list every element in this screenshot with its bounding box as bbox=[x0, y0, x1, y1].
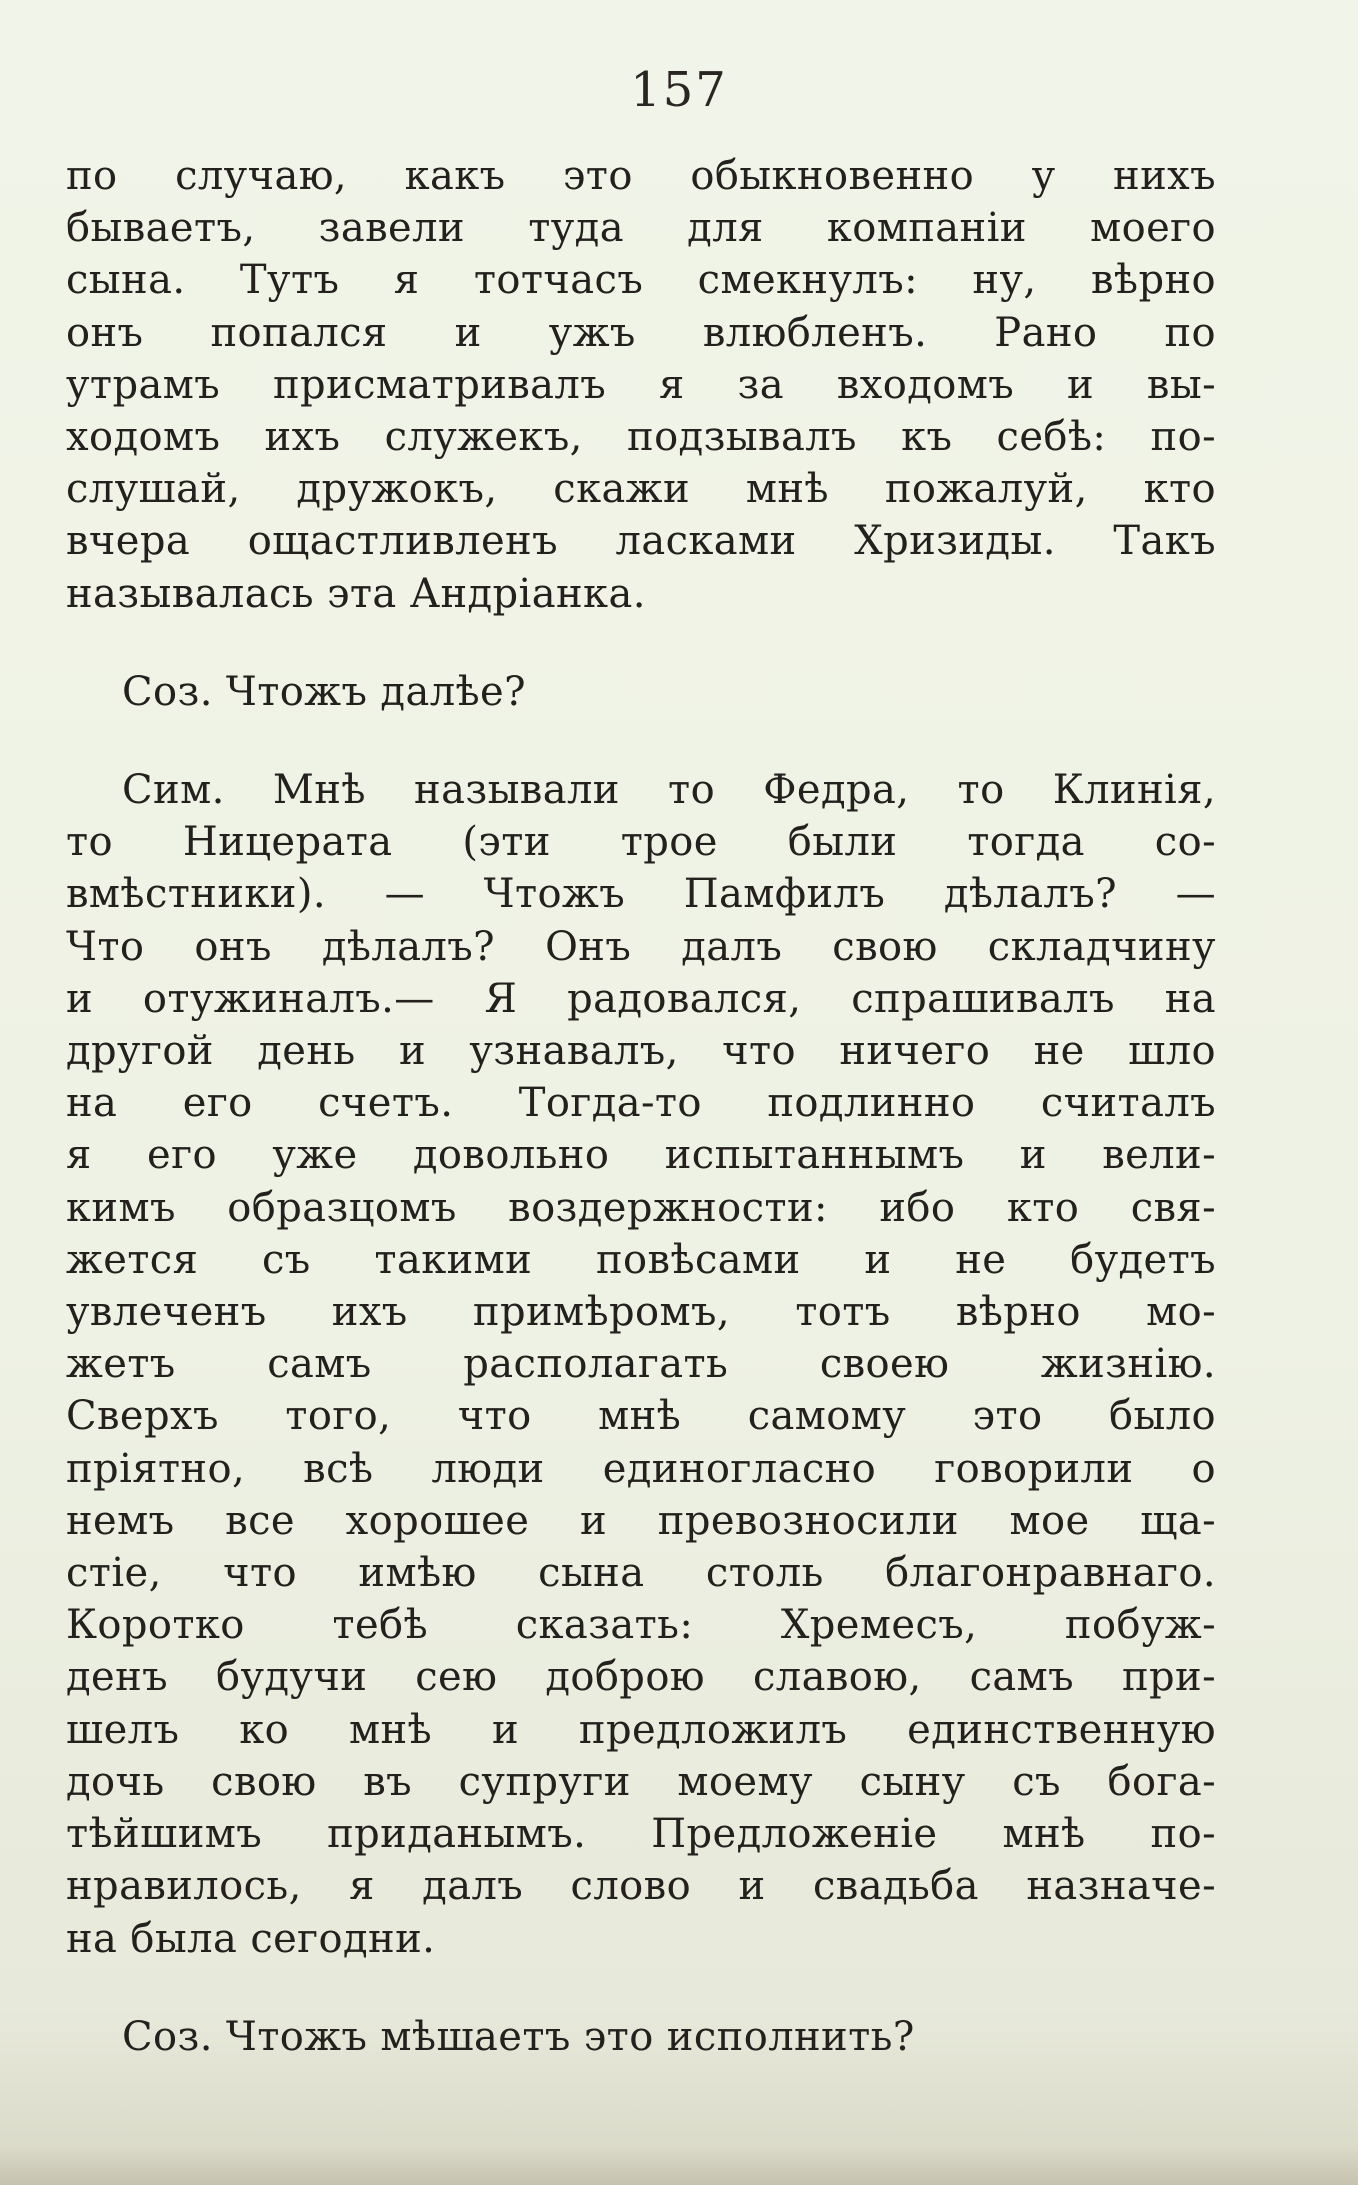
text-line: нравилось, я далъ слово и свадьба назначе- bbox=[66, 1863, 1216, 1910]
text-line: Сверхъ того, что мнѣ самому это было bbox=[66, 1393, 1216, 1440]
text-line: Что онъ дѣлалъ? Онъ далъ свою складчину bbox=[66, 923, 1216, 970]
text-line: немъ все хорошее и превозносили мое ща- bbox=[66, 1497, 1216, 1544]
text-line: другой день и узнавалъ, что ничего не шло bbox=[66, 1028, 1216, 1075]
paragraph-gap bbox=[66, 718, 1216, 764]
paragraph-gap bbox=[66, 1965, 1216, 2011]
page-bottom-edge bbox=[0, 2145, 1358, 2185]
text-line: Соз. Чтожъ мѣшаетъ это исполнить? bbox=[122, 2013, 915, 2060]
paragraph-dialogue-sosia bbox=[66, 666, 1216, 718]
text-line: утрамъ присматривалъ я за входомъ и вы- bbox=[66, 361, 1216, 408]
text-line: я его уже довольно испытаннымъ и вели- bbox=[66, 1132, 1216, 1179]
text-line: денъ будучи сею доброю славою, самъ при- bbox=[66, 1654, 1216, 1701]
paragraph-narration bbox=[66, 150, 1216, 620]
text-line: Соз. Чтожъ далѣе? bbox=[122, 668, 526, 715]
page-body bbox=[66, 150, 1216, 2063]
text-line: дочь свою въ супруги моему сыну съ бога- bbox=[66, 1758, 1216, 1805]
text-line: вмѣстники). — Чтожъ Памфилъ дѣлалъ? — bbox=[66, 871, 1216, 918]
text-line: Сим. Мнѣ называли то Федра, то Клинія, bbox=[122, 767, 1216, 814]
text-line: на его счетъ. Тогда-то подлинно считалъ bbox=[66, 1080, 1216, 1127]
text-line: онъ попался и ужъ влюбленъ. Рано по bbox=[66, 309, 1216, 356]
text-line: и отужиналъ.— Я радовался, спрашивалъ на bbox=[66, 975, 1216, 1022]
text-line: слушай, дружокъ, скажи мнѣ пожалуй, кто bbox=[66, 466, 1216, 513]
text-line: тѣйшимъ приданымъ. Предложеніе мнѣ по- bbox=[66, 1811, 1216, 1858]
text-line: вчера ощастливленъ ласками Хризиды. Такъ bbox=[66, 518, 1216, 565]
text-line: по случаю, какъ это обыкновенно у нихъ bbox=[66, 153, 1216, 199]
text-line: увлеченъ ихъ примѣромъ, тотъ вѣрно мо- bbox=[66, 1289, 1216, 1336]
text-line: стіе, что имѣю сына столь благонравнаго. bbox=[66, 1550, 1216, 1597]
text-line: жется съ такими повѣсами и не будетъ bbox=[66, 1236, 1216, 1283]
text-line: ходомъ ихъ служекъ, подзывалъ къ себѣ: по- bbox=[66, 414, 1216, 461]
paragraph-dialogue-simo bbox=[66, 764, 1216, 1965]
text-line: кимъ образцомъ воздержности: ибо кто свя- bbox=[66, 1184, 1216, 1231]
text-line: Коротко тебѣ сказать: Хремесъ, побуж- bbox=[66, 1602, 1216, 1649]
page-number: 157 bbox=[630, 62, 728, 118]
text-line: называлась эта Андріанка. bbox=[66, 570, 646, 617]
text-line: на была сегодни. bbox=[66, 1915, 436, 1962]
text-line: бываетъ, завели туда для компаніи моего bbox=[66, 205, 1216, 252]
text-line: пріятно, всѣ люди единогласно говорили о bbox=[66, 1445, 1216, 1492]
text-line: сына. Тутъ я тотчасъ смекнулъ: ну, вѣрно bbox=[66, 257, 1216, 304]
paragraph-dialogue-sosia bbox=[66, 2011, 1216, 2063]
text-line: жетъ самъ располагать своею жизнію. bbox=[66, 1341, 1216, 1388]
text-line: шелъ ко мнѣ и предложилъ единственную bbox=[66, 1706, 1216, 1753]
paragraph-gap bbox=[66, 620, 1216, 666]
text-line: то Ницерата (эти трое были тогда со- bbox=[66, 819, 1216, 866]
